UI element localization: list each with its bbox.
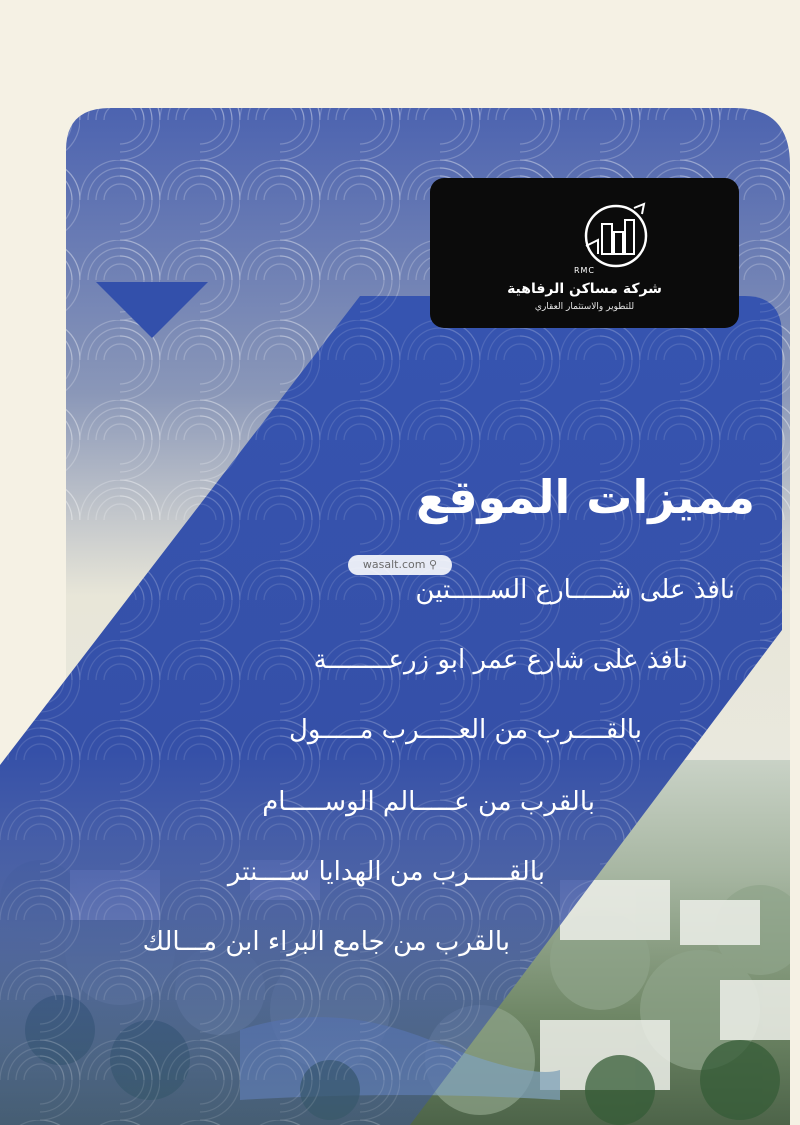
company-name: شركة مساكن الرفاهية — [507, 281, 662, 297]
feature-item: بالقــــرب من العـــــرب مـــــول — [289, 715, 642, 745]
feature-item: بالقرب من عـــــالم الوســـــام — [262, 787, 595, 817]
logo-card — [430, 178, 739, 328]
down-triangle-icon — [96, 282, 208, 338]
company-tagline: للتطوير والاستثمار العقاري — [534, 302, 635, 312]
city-skyline-icon — [578, 196, 658, 276]
feature-item: بالقرب من جامع البراء ابن مـــالك — [142, 927, 510, 957]
location-pin-icon: ⚲ — [429, 558, 438, 571]
logo-abbreviation: RMC — [573, 266, 596, 275]
watermark-text: wasalt.com — [362, 558, 426, 571]
feature-item: نافذ على شارع عمر ابو زرعــــــــة — [313, 645, 688, 675]
section-title: مميزات الموقع — [416, 470, 755, 524]
feature-item: نافذ على شـــــارع الســـــتين — [415, 575, 735, 605]
feature-item: بالقـــــرب من الهدايا ســــنتر — [227, 857, 545, 887]
watermark-badge — [348, 555, 452, 575]
